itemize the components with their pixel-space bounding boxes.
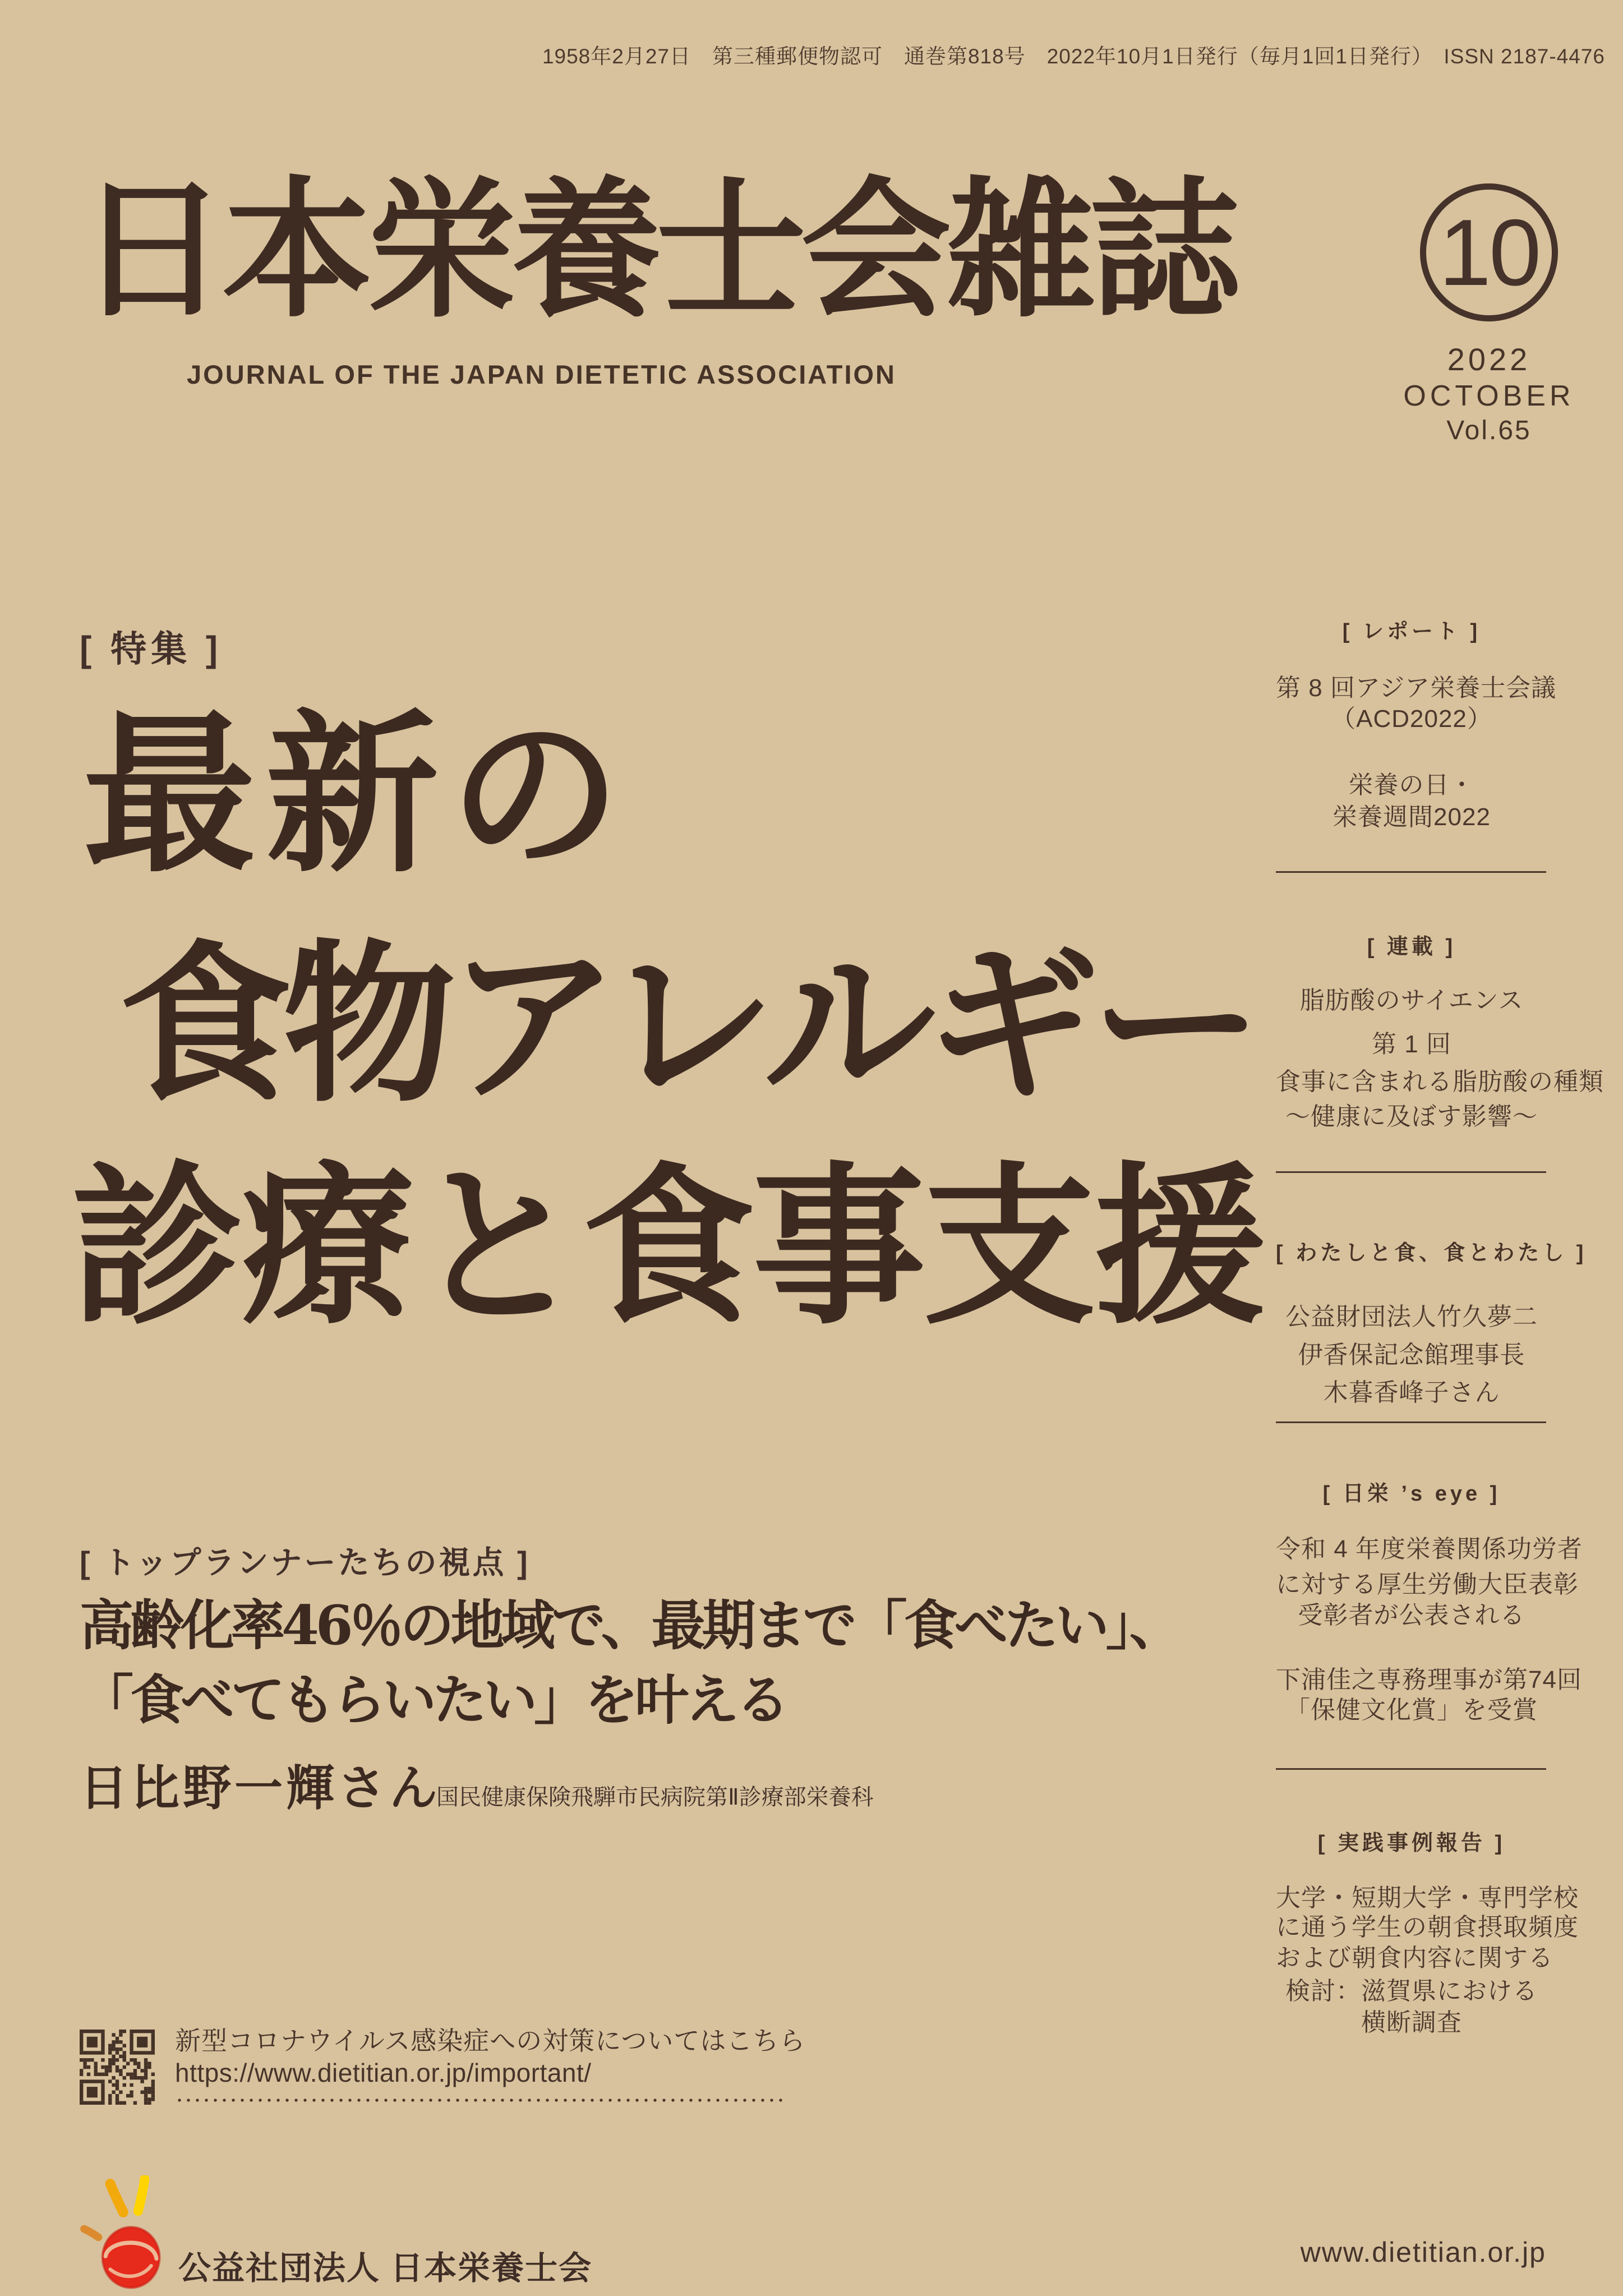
sidebar-item: 大学・短期大学・専門学校	[1276, 1884, 1579, 1912]
sidebar-item: 栄養週間2022	[1332, 803, 1491, 831]
sidebar-section-eye-label: [ 日栄 ’s eye ]	[1322, 1482, 1501, 1506]
toprunner-headline-2: 「食べてもらいたい」を叶える	[80, 1668, 786, 1732]
sidebar-item: 受彰者が公表される	[1298, 1602, 1525, 1629]
sidebar-item: に通う学生の朝食摂取頻度	[1276, 1913, 1579, 1941]
sidebar-item: および朝食内容に関する	[1276, 1944, 1553, 1972]
issue-info-line: 1958年2月27日 第三種郵便物認可 通巻第818号 2022年10月1日発行（毎月1回1日発行） ISSN 2187-4476	[542, 45, 1605, 68]
badge-month-name: OCTOBER	[1403, 380, 1575, 412]
website-url: www.dietitian.or.jp	[1300, 2237, 1546, 2268]
sidebar-section-series-label: [ 連載 ]	[1367, 935, 1456, 959]
organization-name: 公益社団法人 日本栄養士会	[178, 2250, 593, 2286]
sidebar-item: 脂肪酸のサイエンス	[1299, 987, 1524, 1014]
sidebar-item: 公益財団法人竹久夢二	[1285, 1303, 1538, 1331]
feature-title-line-1: 最新の	[83, 693, 631, 896]
toprunner-label: [ トップランナーたちの視点 ]	[80, 1545, 530, 1580]
sidebar-item: 横断調査	[1361, 2009, 1462, 2036]
dotted-divider	[175, 2098, 784, 2102]
sidebar-item: 栄養の日・	[1348, 771, 1475, 799]
sidebar-divider	[1276, 1768, 1546, 1770]
feature-title-line-3: 診療と食事支援	[71, 1145, 1264, 1348]
magazine-subtitle: JOURNAL OF THE JAPAN DIETETIC ASSOCIATION	[187, 360, 896, 389]
toprunner-headline-1: 高齢化率46％の地域で、最期まで「食べたい」、	[80, 1594, 1180, 1657]
feature-label: [ 特集 ]	[80, 629, 223, 669]
qr-code	[80, 2030, 155, 2105]
sidebar-item: ～健康に及ぼす影響～	[1285, 1103, 1538, 1130]
sidebar-divider	[1276, 1171, 1546, 1173]
sidebar-item: 伊香保記念館理事長	[1298, 1341, 1525, 1369]
sidebar-item: 第 8 回アジア栄養士会議	[1276, 674, 1557, 702]
sidebar-item: 令和 4 年度栄養関係功労者	[1276, 1535, 1583, 1563]
sidebar-item: 下浦佳之専務理事が第74回	[1276, 1666, 1582, 1694]
badge-year: 2022	[1447, 342, 1531, 377]
toprunner-affiliation: 国民健康保険飛騨市民病院第Ⅱ診療部栄養科	[436, 1785, 874, 1810]
feature-title-line-2: 食物アレルギー	[119, 923, 1254, 1126]
sidebar-section-me-and-food-label: [ わたしと食、食とわたし ]	[1276, 1241, 1587, 1265]
sidebar-item: に対する厚生労働大臣表彰	[1276, 1571, 1579, 1598]
sidebar-divider	[1276, 871, 1546, 873]
sidebar-section-case-report-label: [ 実践事例報告 ]	[1317, 1832, 1506, 1855]
apple-logo-icon	[75, 2175, 176, 2294]
sidebar-item: 木暮香峰子さん	[1323, 1379, 1500, 1406]
sidebar-item: （ACD2022）	[1331, 705, 1492, 733]
month-badge-circle	[1420, 183, 1558, 321]
sidebar-section-report-label: [ レポート ]	[1342, 620, 1481, 643]
sidebar-item: 検討：滋賀県における	[1285, 1977, 1538, 2005]
toprunner-person-name: 日比野一輝さん	[80, 1760, 441, 1816]
badge-volume: Vol.65	[1446, 416, 1532, 445]
sidebar-item: 「保健文化賞」を受賞	[1285, 1696, 1538, 1724]
sidebar-divider	[1276, 1421, 1546, 1423]
sidebar-item: 第 1 回	[1372, 1030, 1451, 1058]
sidebar-item: 食事に含まれる脂肪酸の種類	[1276, 1068, 1604, 1096]
magazine-title: 日本栄養士会雑誌	[77, 162, 1235, 338]
covid-notice-url: https://www.dietitian.or.jp/important/	[175, 2058, 592, 2087]
covid-notice-text: 新型コロナウイルス感染症への対策についてはこちら	[175, 2026, 806, 2055]
month-number: 10	[1438, 199, 1539, 305]
